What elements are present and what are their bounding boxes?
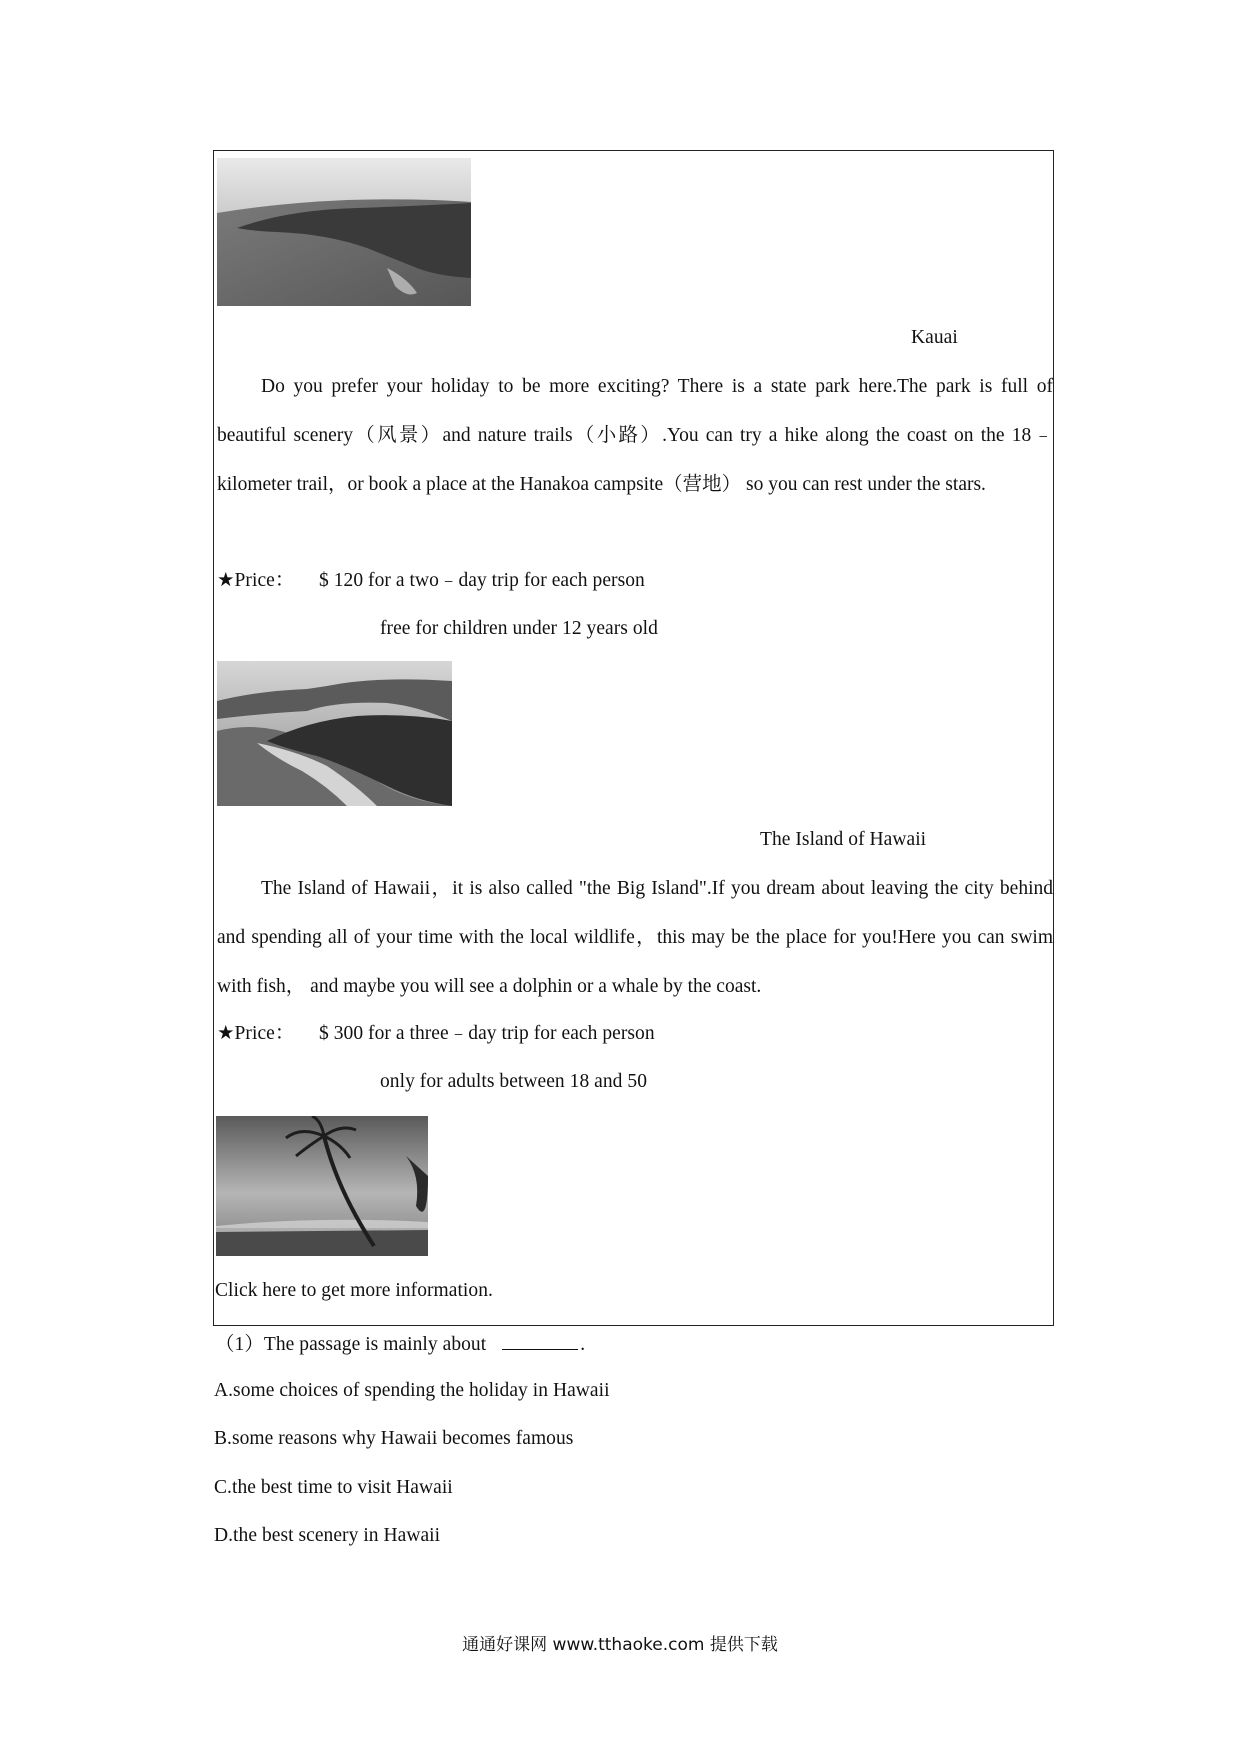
more-info-link[interactable]: Click here to get more information.: [215, 1280, 493, 1301]
kauai-paragraph: [217, 362, 1053, 509]
price-note: free for children under 12 years old: [380, 618, 658, 639]
option-b[interactable]: B.some reasons why Hawaii becomes famous: [214, 1428, 574, 1449]
price-label: ★Price：: [217, 570, 295, 591]
option-a[interactable]: A.some choices of spending the holiday in Hawaii: [214, 1380, 610, 1401]
hawaii-paragraph: [217, 864, 1053, 1011]
hawaii-paragraph-text: The Island of Hawaii，it is also called "the Big Island".If you dream about leaving the city behind and spending all of your time with the local wildlife，this may be the place for you!Here you can swim with fish， and maybe you will see a dolphin or a whale by the coast.: [217, 878, 1053, 997]
palm-beach-photo: [216, 1116, 428, 1256]
price-note: only for adults between 18 and 50: [380, 1071, 648, 1092]
question-stem-text: （1）The passage is mainly about: [215, 1334, 487, 1355]
section-title-hawaii: The Island of Hawaii: [760, 829, 927, 850]
option-c[interactable]: C.the best time to visit Hawaii: [214, 1477, 453, 1498]
kauai-coast-photo: [217, 158, 471, 306]
question-stem-end: .: [580, 1334, 586, 1355]
question-stem: [215, 1331, 585, 1357]
price-line: $ 300 for a three﹣day trip for each person: [319, 1023, 655, 1044]
answer-blank: [502, 1331, 578, 1350]
kauai-paragraph-text: Do you prefer your holiday to be more exciting? There is a state park here.The park is full of beautiful scenery（风景）and nature trails（小路）.You can try a hike along the coast on the 18﹣kilometer trail，or book a place at the Hanakoa campsite（营地） so you can rest under the stars.: [217, 376, 1053, 495]
section-title-kauai: Kauai: [911, 327, 958, 348]
page-footer: 通通好课网 www.tthaoke.com 提供下载: [462, 1635, 778, 1655]
option-d[interactable]: D.the best scenery in Hawaii: [214, 1525, 441, 1546]
price-line: $ 120 for a two﹣day trip for each person: [319, 570, 645, 591]
hawaii-island-photo: [217, 661, 452, 806]
price-label: ★Price：: [217, 1023, 295, 1044]
